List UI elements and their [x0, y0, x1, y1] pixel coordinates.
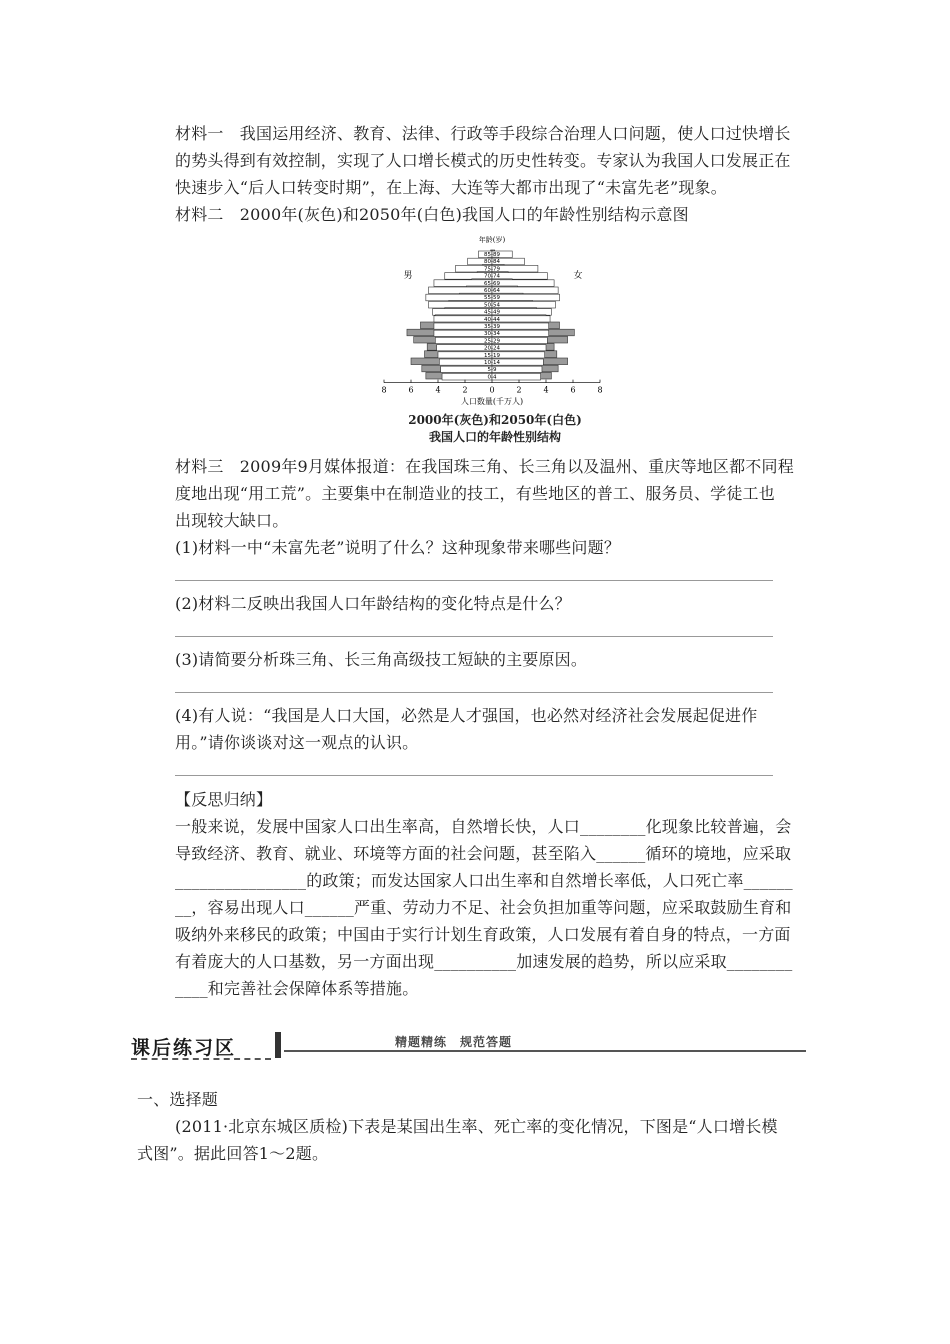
reflection-heading: 【反思归纳】 [175, 790, 273, 809]
answer-line-1[interactable] [175, 580, 773, 581]
age-label-55-59: 55-59 [484, 295, 500, 302]
x-tick-label: 6 [408, 385, 414, 395]
x-tick-label: 8 [597, 385, 603, 395]
bar-2050-female-70-74 [492, 273, 547, 280]
age-label-50-54: 50-54 [484, 302, 500, 309]
age-label-30-34: 30-34 [484, 331, 500, 338]
age-label-65-69: 65-69 [484, 280, 500, 287]
bar-2050-female-5-9 [492, 366, 542, 373]
bar-2050-male-5-9 [441, 366, 492, 373]
age-label-70-74: 70-74 [484, 273, 500, 280]
question-4-line2: 用。”请你谈谈对这一观点的认识。 [175, 733, 419, 752]
reflection-line5: 吸纳外来移民的政策；中国由于实行计划生育政策，人口发展有着自身的特点，一方面 [175, 925, 791, 944]
y-axis-title: 年龄(岁) [478, 236, 506, 244]
age-label-85-89: 85-89 [484, 252, 500, 258]
bar-2050-male-60-64 [429, 287, 492, 294]
bar-2050-female-55-59 [492, 294, 560, 301]
bar-2050-male-50-54 [429, 301, 492, 308]
reflection-line3: ________________的政策；而发达国家人口出生率和自然增长率低，人口死亡率______ [175, 871, 793, 890]
bar-2050-female-25-29 [492, 337, 547, 344]
bar-2050-male-55-59 [426, 294, 492, 301]
x-tick-label: 2 [516, 385, 522, 395]
material3-line3: 出现较大缺口。 [175, 511, 289, 530]
x-axis-label: 人口数量(千万人) [460, 397, 524, 406]
age-label-60-64: 60-64 [484, 288, 500, 294]
material1-line1: 材料一 我国运用经济、教育、法律、行政等手段综合治理人口问题，使人口过快增长 [175, 124, 791, 143]
question-2: (2)材料二反映出我国人口年龄结构的变化特点是什么？ [175, 594, 571, 613]
x-tick-label: 4 [543, 385, 549, 395]
male-label: 男 [403, 271, 413, 281]
section-heading: 一、选择题 [137, 1090, 219, 1109]
x-tick-label: 2 [462, 385, 468, 395]
age-label-40-44: 40-44 [484, 316, 500, 323]
bar-2050-female-45-49 [492, 309, 551, 316]
x-tick-label: 4 [435, 385, 441, 395]
age-label-25-29: 25-29 [484, 338, 500, 345]
bar-2050-female-35-39 [492, 323, 549, 330]
question-1: (1)材料一中“未富先老”说明了什么？这种现象带来哪些问题？ [175, 538, 621, 557]
material3-line2: 度地出现“用工荒”。主要集中在制造业的技工，有些地区的普工、服务员、学徒工也 [175, 484, 775, 503]
bar-2050-female-65-69 [492, 280, 554, 287]
x-tick-label: 6 [570, 385, 576, 395]
x-tick-label: 8 [381, 385, 387, 395]
age-label-80-84: 80-84 [484, 259, 500, 266]
question-4-line1: (4)有人说：“我国是人口大国，必然是人才强国，也必然对经济社会发展起促进作 [175, 706, 758, 725]
bar-2050-female-30-34 [492, 330, 549, 337]
question-3: (3)请简要分析珠三角、长三角高级技工短缺的主要原因。 [175, 650, 588, 669]
material1-line3: 快速步入“后人口转变时期”，在上海、大连等大都市出现了“未富先老”现象。 [175, 178, 727, 197]
bar-2050-female-20-24 [492, 345, 546, 352]
reflection-line2: 导致经济、教育、就业、环境等方面的社会问题，甚至陷入______循环的境地，应采取 [175, 844, 792, 863]
material3-line1: 材料三 2009年9月媒体报道：在我国珠三角、长三角以及温州、重庆等地区都不同程 [175, 457, 794, 476]
bar-2050-female-0-4 [492, 373, 541, 380]
answer-line-2[interactable] [175, 636, 773, 637]
age-label-15-19: 15-19 [484, 352, 500, 359]
reflection-line6: 有着庞大的人口基数，另一方面出现__________加速发展的趋势，所以应采取________ [175, 952, 793, 971]
age-label-10-14: 10-14 [484, 360, 500, 366]
bar-2050-male-0-4 [442, 373, 492, 380]
age-label-0-4: 0-4 [487, 374, 497, 381]
banner-line [284, 1050, 806, 1052]
answer-line-3[interactable] [175, 692, 773, 693]
age-label-75-79: 75-79 [484, 266, 500, 273]
age-label-20-24: 20-24 [484, 345, 500, 352]
bar-2050-female-60-64 [492, 287, 558, 294]
material2-line1: 材料二 2000年(灰色)和2050年(白色)我国人口的年龄性别结构示意图 [175, 205, 689, 224]
material1-line2: 的势头得到有效控制，实现了人口增长模式的历史性转变。专家认为我国人口发展正在 [175, 151, 791, 170]
female-label: 女 [573, 271, 583, 281]
reflection-line4: __，容易出现人口______严重、劳动力不足、社会负担加重等问题，应采取鼓励生育和 [175, 898, 792, 917]
bar-2050-female-40-44 [492, 316, 550, 323]
section-intro-line1: (2011·北京东城区质检)下表是某国出生率、死亡率的变化情况，下图是“人口增长模 [175, 1117, 778, 1136]
reflection-line7: ____和完善社会保障体系等措施。 [175, 979, 419, 998]
reflection-line1: 一般来说，发展中国家人口出生率高，自然增长快，人口________化现象比较普遍，会 [175, 817, 792, 836]
banner-bar [275, 1032, 281, 1058]
answer-line-4[interactable] [175, 775, 773, 776]
section-intro-line2: 式图”。据此回答1～2题。 [137, 1144, 329, 1163]
chart-caption-line1: 2000年(灰色)和2050年(白色) [408, 413, 582, 427]
x-tick-label: 0 [489, 385, 495, 395]
age-label-5-9: 5-9 [487, 367, 497, 374]
age-label-45-49: 45-49 [484, 309, 500, 316]
banner-title: 课后练习区 [131, 1037, 237, 1059]
chart-caption-line2: 我国人口的年龄性别结构 [428, 430, 561, 444]
age-label-35-39: 35-39 [484, 324, 500, 330]
banner-subtitle: 精题精练 规范答题 [395, 1035, 513, 1049]
bar-2050-female-50-54 [492, 301, 555, 308]
banner-dash [131, 1058, 271, 1060]
